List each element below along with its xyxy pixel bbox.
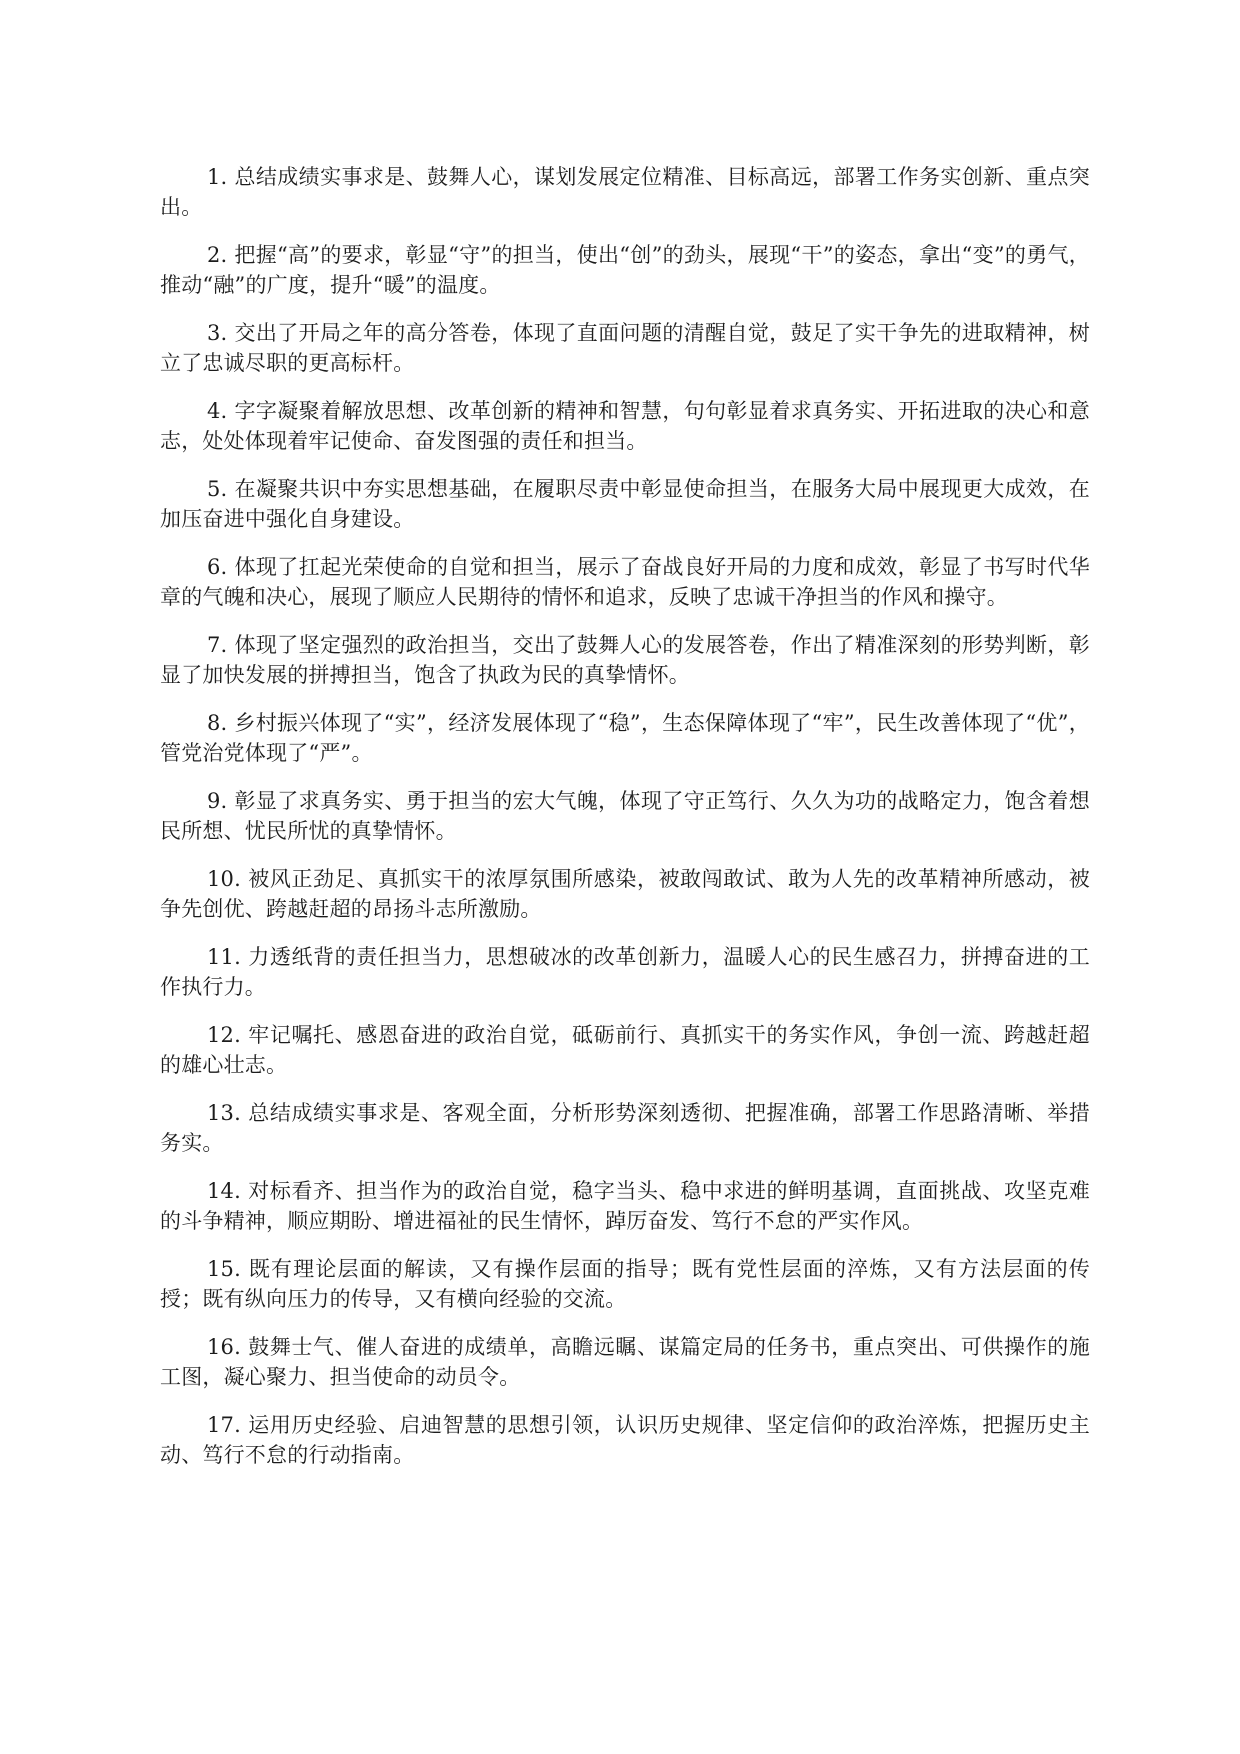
paragraph-3: 3. 交出了开局之年的高分答卷，体现了直面问题的清醒自觉，鼓足了实干争先的进取精神，树立了忠诚尽职的更高标杆。 [160, 321, 1090, 375]
paragraph-1: 1. 总结成绩实事求是、鼓舞人心，谋划发展定位精准、目标高远，部署工作务实创新、重点突出。 [160, 165, 1090, 219]
paragraph-9: 9. 彰显了求真务实、勇于担当的宏大气魄，体现了守正笃行、久久为功的战略定力，饱含着想民所想、忧民所忧的真挚情怀。 [160, 789, 1090, 843]
paragraph-7: 7. 体现了坚定强烈的政治担当，交出了鼓舞人心的发展答卷，作出了精准深刻的形势判断，彰显了加快发展的拼搏担当，饱含了执政为民的真挚情怀。 [160, 633, 1090, 687]
paragraph-11: 11. 力透纸背的责任担当力，思想破冰的改革创新力，温暖人心的民生感召力，拼搏奋进的工作执行力。 [160, 945, 1090, 999]
paragraph-12: 12. 牢记嘱托、感恩奋进的政治自觉，砥砺前行、真抓实干的务实作风，争创一流、跨越赶超的雄心壮志。 [160, 1023, 1090, 1077]
paragraph-5: 5. 在凝聚共识中夯实思想基础，在履职尽责中彰显使命担当，在服务大局中展现更大成效，在加压奋进中强化自身建设。 [160, 477, 1090, 531]
paragraph-17: 17. 运用历史经验、启迪智慧的思想引领，认识历史规律、坚定信仰的政治淬炼，把握历史主动、笃行不怠的行动指南。 [160, 1413, 1090, 1467]
paragraph-8: 8. 乡村振兴体现了“实”，经济发展体现了“稳”，生态保障体现了“牢”，民生改善体现了“优”，管党治党体现了“严”。 [160, 711, 1090, 765]
paragraph-6: 6. 体现了扛起光荣使命的自觉和担当，展示了奋战良好开局的力度和成效，彰显了书写时代华章的气魄和决心，展现了顺应人民期待的情怀和追求，反映了忠诚干净担当的作风和操守。 [160, 555, 1090, 609]
paragraph-13: 13. 总结成绩实事求是、客观全面，分析形势深刻透彻、把握准确，部署工作思路清晰、举措务实。 [160, 1101, 1090, 1155]
paragraph-2: 2. 把握“高”的要求，彰显“守”的担当，使出“创”的劲头，展现“干”的姿态，拿出“变”的勇气，推动“融”的广度，提升“暖”的温度。 [160, 243, 1090, 297]
document-body [160, 162, 1090, 1488]
paragraph-10: 10. 被风正劲足、真抓实干的浓厚氛围所感染，被敢闯敢试、敢为人先的改革精神所感动，被争先创优、跨越赶超的昂扬斗志所激励。 [160, 867, 1090, 921]
paragraph-16: 16. 鼓舞士气、催人奋进的成绩单，高瞻远瞩、谋篇定局的任务书，重点突出、可供操作的施工图，凝心聚力、担当使命的动员令。 [160, 1335, 1090, 1389]
paragraph-4: 4. 字字凝聚着解放思想、改革创新的精神和智慧，句句彰显着求真务实、开拓进取的决心和意志，处处体现着牢记使命、奋发图强的责任和担当。 [160, 399, 1090, 453]
paragraph-14: 14. 对标看齐、担当作为的政治自觉，稳字当头、稳中求进的鲜明基调，直面挑战、攻坚克难的斗争精神，顺应期盼、增进福祉的民生情怀，踔厉奋发、笃行不怠的严实作风。 [160, 1179, 1090, 1233]
paragraph-15: 15. 既有理论层面的解读，又有操作层面的指导；既有党性层面的淬炼，又有方法层面的传授；既有纵向压力的传导，又有横向经验的交流。 [160, 1257, 1090, 1311]
